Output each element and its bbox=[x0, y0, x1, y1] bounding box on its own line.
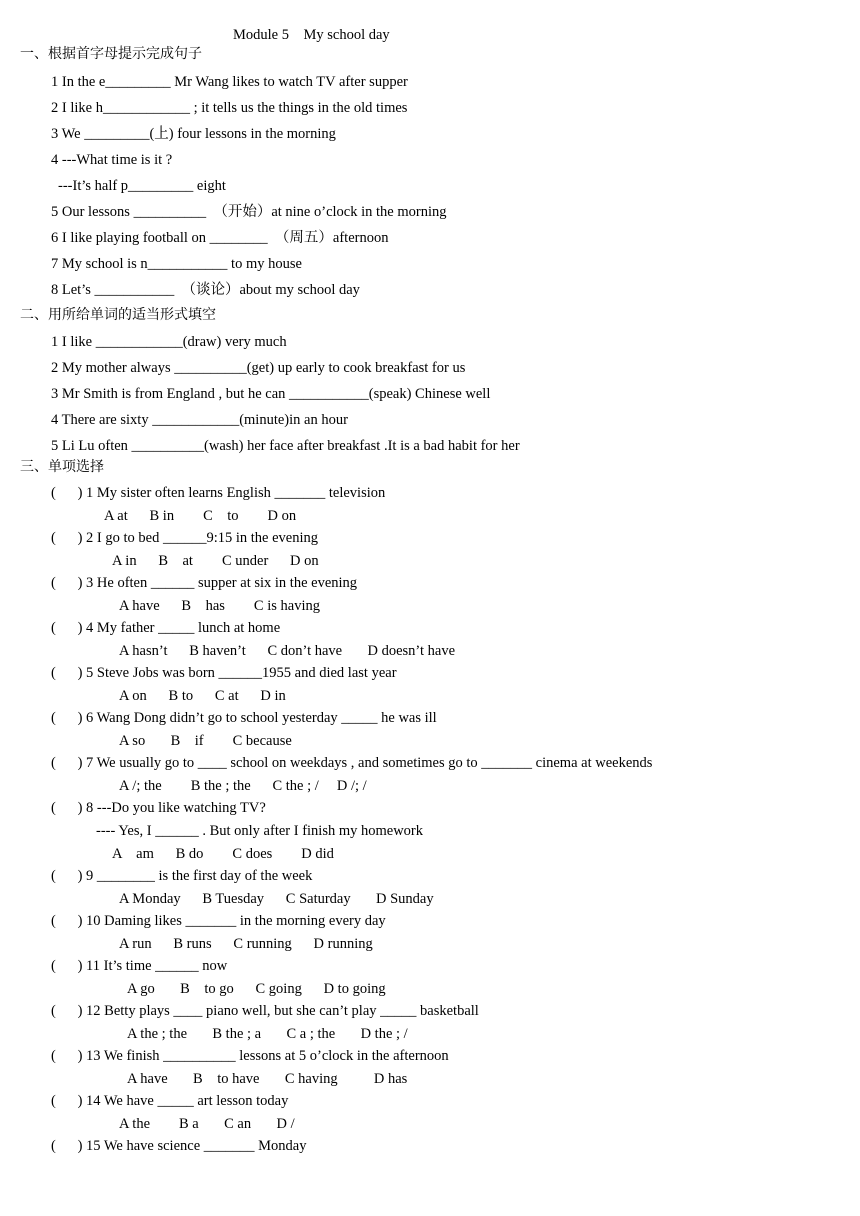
part3-q12: ( ) 12 Betty plays ____ piano well, but she can’t play _____ basketball bbox=[51, 1003, 479, 1019]
part3-q11-options: A go B to go C going D to going bbox=[127, 981, 386, 997]
part3-q10: ( ) 10 Daming likes _______ in the morning every day bbox=[51, 913, 386, 929]
part3-q3: ( ) 3 He often ______ supper at six in the evening bbox=[51, 575, 358, 591]
part3-q4: ( ) 4 My father _____ lunch at home bbox=[51, 620, 281, 636]
part3-q11: ( ) 11 It’s time ______ now bbox=[51, 958, 228, 974]
part2-q4: 4 There are sixty ____________(minute)in an hour bbox=[51, 412, 348, 428]
part3-q9: ( ) 9 ________ is the first day of the week bbox=[51, 868, 313, 884]
part2-q5: 5 Li Lu often __________(wash) her face after breakfast .It is a bad habit for her bbox=[51, 438, 520, 454]
part3-q5-options: A on B to C at D in bbox=[119, 688, 286, 704]
part2-q1: 1 I like ____________(draw) very much bbox=[51, 334, 287, 350]
section-heading-1: 一、根据首字母提示完成句子 bbox=[20, 46, 202, 62]
part1-q4-answer: ---It’s half p_________ eight bbox=[58, 178, 226, 194]
part1-q1: 1 In the e_________ Mr Wang likes to watch TV after supper bbox=[51, 74, 408, 90]
part3-q8-dialogue: ---- Yes, I ______ . But only after I finish my homework bbox=[96, 823, 424, 839]
part1-q5: 5 Our lessons __________ （开始）at nine o’clock in the morning bbox=[51, 204, 447, 220]
part3-q7: ( ) 7 We usually go to ____ school on weekdays , and sometimes go to _______ cinema at weekends bbox=[51, 755, 653, 771]
part3-q7-options: A /; the B the ; the C the ; / D /; / bbox=[119, 778, 367, 794]
section-heading-3: 三、单项选择 bbox=[20, 459, 104, 475]
part3-q6-options: A so B if C because bbox=[119, 733, 292, 749]
part3-q1: ( ) 1 My sister often learns English _______ television bbox=[51, 485, 386, 501]
part3-q15: ( ) 15 We have science _______ Monday bbox=[51, 1138, 307, 1154]
part3-q8: ( ) 8 ---Do you like watching TV? bbox=[51, 800, 266, 816]
part3-q4-options: A hasn’t B haven’t C don’t have D doesn’t have bbox=[119, 643, 456, 659]
part1-q4: 4 ---What time is it ? bbox=[51, 152, 173, 168]
part3-q14-options: A the B a C an D / bbox=[119, 1116, 295, 1132]
part3-q5: ( ) 5 Steve Jobs was born ______1955 and died last year bbox=[51, 665, 397, 681]
part3-q13-options: A have B to have C having D has bbox=[127, 1071, 408, 1087]
part3-q8-options: A am B do C does D did bbox=[112, 846, 334, 862]
part1-q7: 7 My school is n___________ to my house bbox=[51, 256, 302, 272]
part3-q14: ( ) 14 We have _____ art lesson today bbox=[51, 1093, 289, 1109]
section-heading-2: 二、用所给单词的适当形式填空 bbox=[20, 307, 216, 323]
part2-q2: 2 My mother always __________(get) up early to cook breakfast for us bbox=[51, 360, 466, 376]
part1-q6: 6 I like playing football on ________ （周五）afternoon bbox=[51, 230, 389, 246]
part3-q9-options: A Monday B Tuesday C Saturday D Sunday bbox=[119, 891, 434, 907]
part3-q13: ( ) 13 We finish __________ lessons at 5 o’clock in the afternoon bbox=[51, 1048, 449, 1064]
part2-q3: 3 Mr Smith is from England , but he can ___________(speak) Chinese well bbox=[51, 386, 491, 402]
part1-q8: 8 Let’s ___________ （谈论）about my school day bbox=[51, 282, 360, 298]
part3-q10-options: A run B runs C running D running bbox=[119, 936, 373, 952]
part3-q2: ( ) 2 I go to bed ______9:15 in the evening bbox=[51, 530, 318, 546]
part1-q2: 2 I like h____________ ; it tells us the things in the old times bbox=[51, 100, 408, 116]
part3-q12-options: A the ; the B the ; a C a ; the D the ; / bbox=[127, 1026, 408, 1042]
part1-q3: 3 We _________(上) four lessons in the morning bbox=[51, 126, 336, 142]
part3-q6: ( ) 6 Wang Dong didn’t go to school yesterday _____ he was ill bbox=[51, 710, 437, 726]
part3-q1-options: A at B in C to D on bbox=[104, 508, 297, 524]
page-title: Module 5 My school day bbox=[233, 27, 390, 43]
part3-q2-options: A in B at C under D on bbox=[112, 553, 319, 569]
part3-q3-options: A have B has C is having bbox=[119, 598, 320, 614]
